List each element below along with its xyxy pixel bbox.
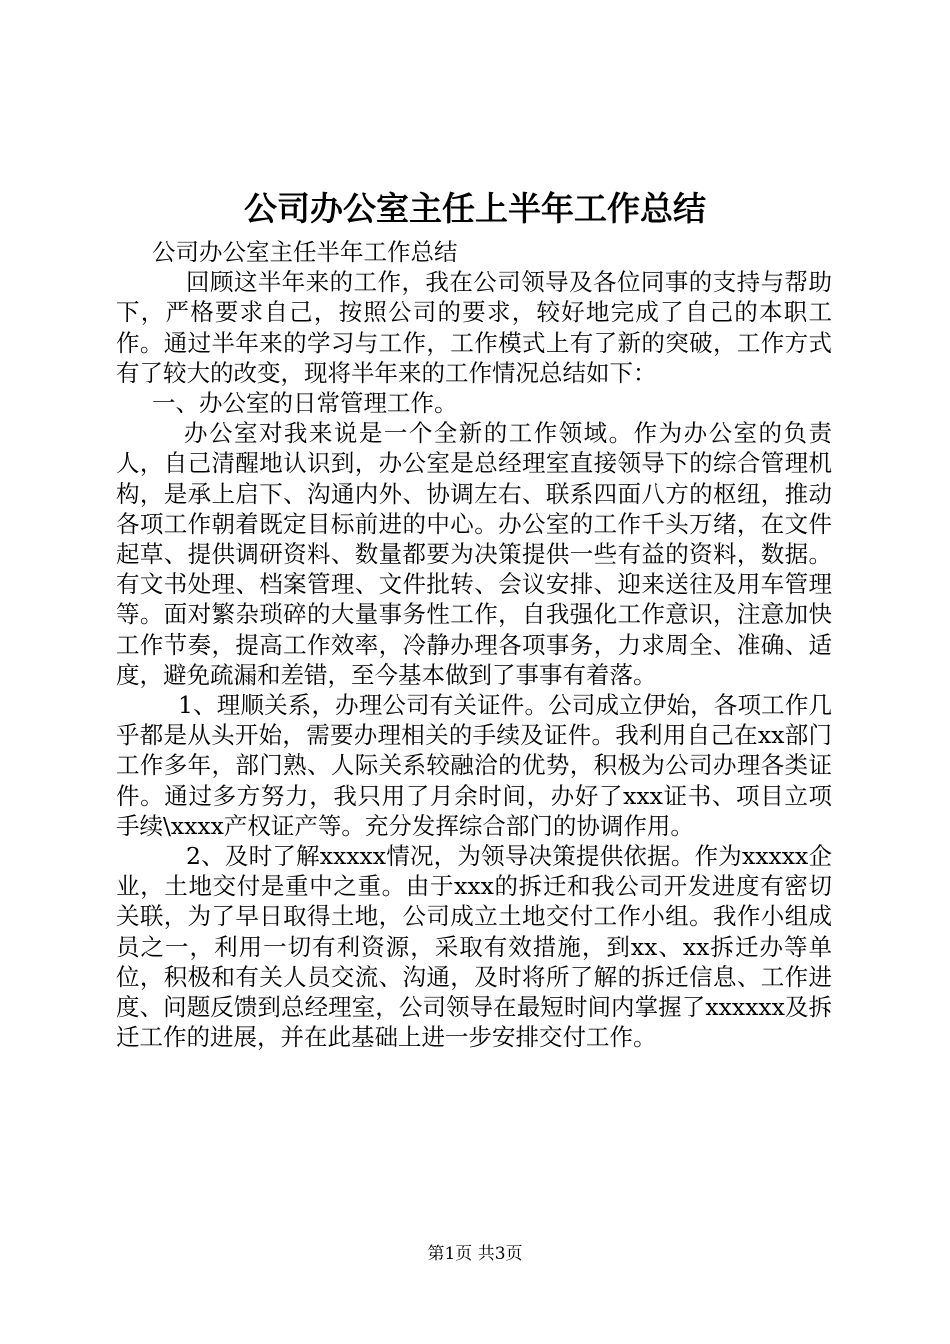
- section-heading: 一、办公室的日常管理工作。: [152, 389, 458, 418]
- body-paragraph: 1、理顺关系，办理公司有关证件。公司成立伊始，各项工作几乎都是从头开始，需要办理相关的手续及证件。我利用自己在xx部门工作多年，部门熟、人际关系较融洽的优势，积极为公司办理各类证件。通过多方努力，我只用了月余时间，办好了xxx证书、项目立项手续\xxxx产权证产等。充分发挥综合部门的协调作用。: [116, 691, 832, 840]
- document-title: 公司办公室主任上半年工作总结: [244, 189, 706, 228]
- page-footer: 第1页 共3页: [427, 1244, 523, 1264]
- document-body: [116, 237, 832, 1052]
- subtitle-paragraph: 公司办公室主任半年工作总结: [152, 238, 458, 266]
- body-paragraph: 2、及时了解xxxxx情况，为领导决策提供依据。作为xxxxx企业，土地交付是重中之重。由于xxx的拆迁和我公司开发进度有密切关联，为了早日取得土地，公司成立土地交付工作小组。我作小组成员之一，利用一切有利资源，采取有效措施，到xx、xx拆迁办等单位，积极和有关人员交流、沟通，及时将所了解的拆迁信息、工作进度、问题反馈到总经理室，公司领导在最短时间内掌握了xxxxxx及拆迁工作的进展，并在此基础上进一步安排交付工作。: [116, 842, 832, 1052]
- intro-paragraph: 回顾这半年来的工作，我在公司领导及各位同事的支持与帮助下，严格要求自己，按照公司的要求，较好地完成了自己的本职工作。通过半年来的学习与工作，工作模式上有了新的突破，工作方式有了较大的改变，现将半年来的工作情况总结如下：: [116, 268, 832, 387]
- body-paragraph: 办公室对我来说是一个全新的工作领域。作为办公室的负责人，自己清醒地认识到，办公室是总经理室直接领导下的综合管理机构，是承上启下、沟通内外、协调左右、联系四面八方的枢纽，推动各项工作朝着既定目标前进的中心。办公室的工作千头万绪，在文件起草、提供调研资料、数量都要为决策提供一些有益的资料，数据。有文书处理、档案管理、文件批转、会议安排、迎来送往及用车管理等。面对繁杂琐碎的大量事务性工作，自我强化工作意识，注意加快工作节奏，提高工作效率，冷静办理各项事务，力求周全、准确、适度，避免疏漏和差错，至今基本做到了事事有着落。: [116, 419, 832, 689]
